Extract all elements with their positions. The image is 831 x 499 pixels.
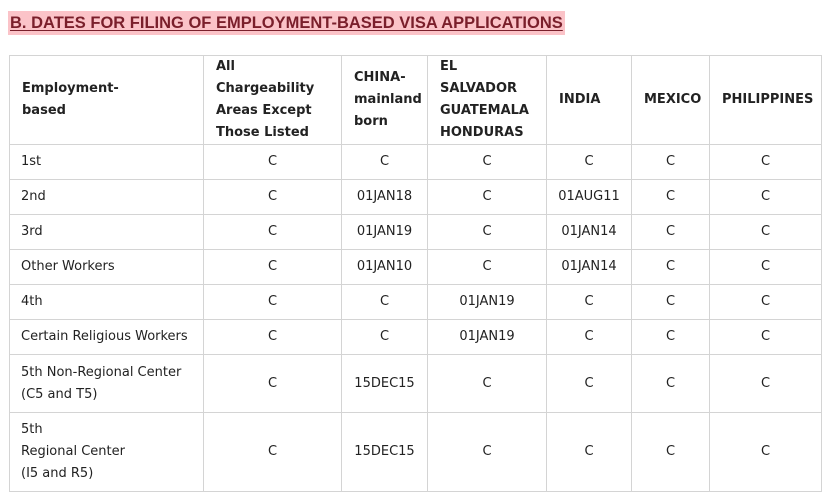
visa-dates-table	[9, 55, 822, 492]
date-cell-china-mainland-born: C	[342, 285, 428, 320]
date-cell-philippines: C	[710, 250, 822, 285]
row-label-line: Certain Religious Workers	[21, 329, 188, 344]
section-heading-prefix: B.	[10, 14, 32, 32]
column-header-philippines	[710, 56, 822, 145]
date-cell-china-mainland-born: 01JAN10	[342, 250, 428, 285]
column-header-mexico	[632, 56, 710, 145]
row-label	[10, 355, 204, 413]
column-header-line: Employment-	[22, 81, 119, 96]
date-cell-el-salvador-guatemala-honduras: C	[428, 180, 547, 215]
date-cell-india: C	[547, 413, 632, 492]
date-cell-el-salvador-guatemala-honduras: C	[428, 250, 547, 285]
row-label	[10, 145, 204, 180]
date-cell-philippines: C	[710, 180, 822, 215]
date-cell-mexico: C	[632, 250, 710, 285]
date-cell-all-chargeability: C	[204, 250, 342, 285]
row-label-line: 5th Non-Regional Center	[21, 364, 182, 380]
section-heading	[8, 11, 565, 35]
date-cell-el-salvador-guatemala-honduras: 01JAN19	[428, 285, 547, 320]
date-cell-china-mainland-born: 01JAN19	[342, 215, 428, 250]
date-cell-mexico: C	[632, 285, 710, 320]
column-header-line: All Chargeability	[216, 59, 315, 96]
row-label	[10, 250, 204, 285]
date-cell-philippines: C	[710, 355, 822, 413]
table-row	[10, 320, 822, 355]
date-cell-mexico: C	[632, 180, 710, 215]
section-heading-title: DATES FOR FILING OF EMPLOYMENT-BASED VISA APPLICATIONS	[31, 14, 563, 32]
column-header-line: mainland	[354, 92, 422, 107]
date-cell-china-mainland-born: 15DEC15	[342, 413, 428, 492]
section-heading-text	[10, 14, 563, 32]
date-cell-all-chargeability: C	[204, 145, 342, 180]
row-label-line: (C5 and T5)	[21, 386, 98, 402]
date-cell-mexico: C	[632, 355, 710, 413]
date-cell-el-salvador-guatemala-honduras: C	[428, 413, 547, 492]
date-cell-el-salvador-guatemala-honduras: C	[428, 215, 547, 250]
header-row	[10, 56, 822, 145]
column-header-line: PHILIPPINES	[722, 92, 814, 107]
table-row	[10, 285, 822, 320]
date-cell-all-chargeability: C	[204, 355, 342, 413]
row-label-line: 4th	[21, 294, 43, 309]
table-header	[10, 56, 822, 145]
date-cell-mexico: C	[632, 320, 710, 355]
row-label-line: 3rd	[21, 224, 43, 239]
column-header-line: Areas Except	[216, 103, 312, 118]
column-header-china-mainland-born	[342, 56, 428, 145]
date-cell-india: C	[547, 145, 632, 180]
date-cell-el-salvador-guatemala-honduras: 01JAN19	[428, 320, 547, 355]
row-label-line: (I5 and R5)	[21, 466, 94, 481]
row-label-line: Regional Center	[21, 444, 125, 459]
table-row	[10, 180, 822, 215]
date-cell-all-chargeability: C	[204, 285, 342, 320]
table-row	[10, 215, 822, 250]
column-header-employment-based	[10, 56, 204, 145]
column-header-line: INDIA	[559, 92, 601, 107]
column-header-el-salvador-guatemala-honduras	[428, 56, 547, 145]
row-label-line: Other Workers	[21, 259, 115, 274]
table-row	[10, 250, 822, 285]
date-cell-china-mainland-born: 01JAN18	[342, 180, 428, 215]
date-cell-india: C	[547, 355, 632, 413]
date-cell-el-salvador-guatemala-honduras: C	[428, 145, 547, 180]
date-cell-philippines: C	[710, 413, 822, 492]
date-cell-philippines: C	[710, 215, 822, 250]
column-header-line: born	[354, 114, 388, 129]
row-label-line: 2nd	[21, 189, 46, 204]
date-cell-all-chargeability: C	[204, 320, 342, 355]
date-cell-mexico: C	[632, 215, 710, 250]
table-row	[10, 413, 822, 492]
row-label	[10, 285, 204, 320]
column-header-line: HONDURAS	[440, 125, 524, 140]
table-row	[10, 145, 822, 180]
column-header-line: EL SALVADOR	[440, 59, 518, 96]
date-cell-china-mainland-born: 15DEC15	[342, 355, 428, 413]
date-cell-india: 01JAN14	[547, 215, 632, 250]
date-cell-india: 01AUG11	[547, 180, 632, 215]
column-header-india	[547, 56, 632, 145]
column-header-line: based	[22, 103, 66, 118]
column-header-line: CHINA-	[354, 70, 406, 85]
date-cell-mexico: C	[632, 413, 710, 492]
row-label	[10, 320, 204, 355]
date-cell-all-chargeability: C	[204, 413, 342, 492]
row-label	[10, 413, 204, 492]
table-row	[10, 355, 822, 413]
column-header-line: Those Listed	[216, 125, 309, 140]
date-cell-india: C	[547, 285, 632, 320]
row-label	[10, 215, 204, 250]
date-cell-philippines: C	[710, 285, 822, 320]
date-cell-all-chargeability: C	[204, 215, 342, 250]
date-cell-mexico: C	[632, 145, 710, 180]
row-label	[10, 180, 204, 215]
date-cell-el-salvador-guatemala-honduras: C	[428, 355, 547, 413]
column-header-all-chargeability	[204, 56, 342, 145]
date-cell-china-mainland-born: C	[342, 145, 428, 180]
date-cell-china-mainland-born: C	[342, 320, 428, 355]
date-cell-all-chargeability: C	[204, 180, 342, 215]
date-cell-india: C	[547, 320, 632, 355]
date-cell-india: 01JAN14	[547, 250, 632, 285]
table-body	[10, 145, 822, 492]
date-cell-philippines: C	[710, 145, 822, 180]
row-label-line: 5th	[21, 422, 43, 437]
row-label-line: 1st	[21, 154, 42, 169]
column-header-line: MEXICO	[644, 92, 702, 107]
column-header-line: GUATEMALA	[440, 103, 529, 118]
date-cell-philippines: C	[710, 320, 822, 355]
